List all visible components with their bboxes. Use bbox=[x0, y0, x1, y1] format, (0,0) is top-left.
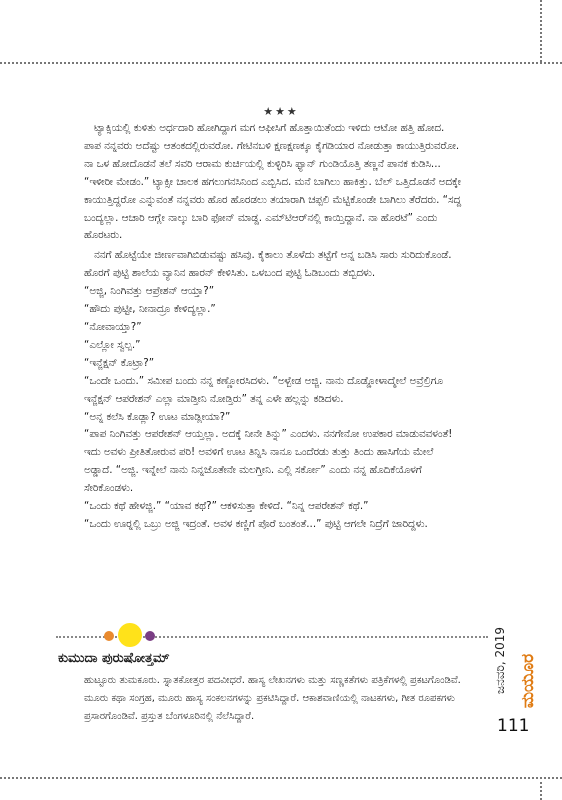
purple-dot-ornament bbox=[145, 631, 155, 641]
story-paragraph: “ಇನ್ಜೆಕ್ಷನ್ ಕೊಟ್ರಾ?” bbox=[84, 356, 155, 369]
magazine-name: ಮಯೂರ bbox=[518, 653, 538, 709]
author-name: ಕುಮುದಾ ಪುರುಷೋತ್ತಮ್ bbox=[58, 651, 170, 666]
story-paragraph: “ಒಂದು ಊರ್‍ನಲ್ಲಿ ಒಬ್ರು ಅಜ್ಜಿ ಇದ್ರಂತೆ. ಅವಳ ಕಣ್ಣಿಗೆ ಪೊರೆ ಬಂತಂತೆ...” ಪುಟ್ಟಿ ಆಗಲೇ ನಿದ್ರೆಗೆ ಜಾರಿದ್ದಳು. bbox=[84, 517, 428, 530]
story-paragraph: ಟ್ಯಾಕ್ಸಿಯಲ್ಲಿ ಕುಳಿತು ಅರ್ಧದಾರಿ ಹೋಗಿದ್ದಾಗ ಮಗ ಆಫೀಸಿಗೆ ಹೊತ್ತಾಯಿತೆಂದು ಇಳಿದು ಆಟೋ ಹತ್ತಿ ಹೋದ. ಪಾಪ ನನ್ನವರು ಅದೆಷ್ಟು ಆತಂಕದಲ್ಲಿರುವರೋ. ಗೇಟಿನಬಳಿ ಕ್ಷಣಕ್ಷಣಕ್ಕೂ ಕೈಗಡಿಯಾರ ನೋಡುತ್ತಾ ಕಾಯುತ್ತಿರುವರೋ. ನಾ ಒಳ ಹೋದೊಡನೆ ತಲೆ ಸವರಿ ಆರಾಮ ಕುರ್ಚಿಯಲ್ಲಿ ಕುಳ್ಳಿರಿಸಿ ಫ್ಯಾನ್ ಗುಂಡಿಯೊತ್ತಿ ತಣ್ಣನೆ ಪಾನಕ ಕುಡಿಸಿ... “ಇಳೀರೀ ಮೇಡಂ.” ಟ್ಯಾಕ್ಸೀ ಚಾಲಕ ಹಗಲುಗನಸಿನಿಂದ ಎಬ್ಬಿಸಿದ. ಮನೆ ಬಾಗಿಲು ಹಾಕಿತ್ತು. ಬೆಲ್ ಒತ್ತಿದೊಡನೆ ಅದಕ್ಕೇ ಕಾಯುತ್ತಿದ್ದರೋ ಎನ್ನುವಂತೆ ನನ್ನವರು ಹೊರ ಹೊರಡಲು ತಯಾರಾಗಿ ಚಪ್ಪಲಿ ಮೆಟ್ಟಿಕೊಂಡೇ ಬಾಗಿಲು ತೆರೆದರು. “ಸದ್ದ ಬಂದ್ಯಲ್ಲಾ. ಆಚಾರಿ ಆಗ್ಲೇ ನಾಲ್ಕು ಬಾರಿ ಫೋನ್ ಮಾಡ್ದ. ಎಮ್‌ಟಿಆರ್‌ನಲ್ಲಿ ಕಾಯ್ತಿದ್ದಾನೆ. ನಾ ಹೊರಟೆ” ಎಂದು ಹೊರಟರು. bbox=[84, 122, 462, 242]
story-paragraph: “ಹೌದು ಪುಟ್ಟೀ, ನೀನಾದ್ರೂ ಕೇಳಿದ್ಯಲ್ಲಾ.” bbox=[84, 303, 216, 316]
top-right-dotted-rule bbox=[540, 0, 542, 62]
story-paragraph: “ಪಾಪ ನಿಂಗಿವತ್ತು ಆಪರೇಶನ್ ಆಯ್ತಲ್ಲಾ. ಅದಕ್ಕೆ ನೀನೇ ತಿನ್ನು” ಎಂದಳು. ನನಗೇನೋ ಉಪಕಾರ ಮಾಡುವವಳಂತೆ! ಇದು ಅವಳು ಪ್ರೀತಿತೋರುವ ಪರಿ! ಅವಳಿಗೆ ಊಟ ತಿನ್ನಿಸಿ ನಾನೂ ಒಂದೆರಡು ತುತ್ತು ತಿಂದು ಹಾಸಿಗೆಯ ಮೇಲೆ ಅಡ್ಡಾದೆ. “ಅಜ್ಜಿ. ಇನ್ನೇಲೆ ನಾನು ನಿನ್ನಜೊತೇನೇ ಮಲಗ್ತೀನಿ. ಎಲ್ಲಿ ಸರ್ಕೋ” ಎಂದು ನನ್ನ ಹೊದಿಕೆಯೊಳಗೆ ಸೇರಿಕೊಂಡಳು. bbox=[84, 428, 453, 495]
bottom-right-dotted-rule bbox=[540, 777, 542, 800]
orange-dot-ornament bbox=[104, 631, 114, 641]
author-bio-text: ಹುಟ್ಟೂರು ತುಮಕೂರು. ಸ್ನಾತಕೋತ್ತರ ಪದವೀಧರೆ. ಹಾಸ್ಯ ಲೇಖನಗಳು ಮತ್ತು ಸಣ್ಣಕತೆಗಳು ಪತ್ರಿಕೆಗಳಲ್ಲಿ ಪ್ರಕಟಗೊಂಡಿವೆ. ಮೂರು ಕಥಾ ಸಂಗ್ರಹ, ಮೂರು ಹಾಸ್ಯ ಸಂಕಲನಗಳನ್ನು ಪ್ರಕಟಿಸಿದ್ದಾರೆ. ಆಕಾಶವಾಣಿಯಲ್ಲಿ ನಾಟಕಗಳು, ಗೀತ ರೂಪಕಗಳು ಪ್ರಸಾರಗೊಂಡಿವೆ. ಪ್ರಸ್ತುತ ಬೆಂಗಳೂರಿನಲ್ಲಿ ನೆಲೆಸಿದ್ದಾರೆ. bbox=[84, 675, 461, 722]
yellow-dot-ornament bbox=[118, 623, 142, 647]
story-paragraph: “ಅನ್ನ ಕಲೆಸಿ ಕೊಡ್ಲಾ? ಊಟ ಮಾಡ್ಲೀಯಾ?” bbox=[84, 410, 231, 423]
issue-date: ಜನವರಿ, 2019 bbox=[493, 627, 507, 694]
top-dotted-rule bbox=[0, 62, 562, 64]
story-paragraph: “ಒಂದು ಕಥೆ ಹೇಳಜ್ಜಿ.” “ಯಾವ ಕಥೆ?” ಆಕಳಿಸುತ್ತಾ ಕೇಳಿದೆ. “ನಿನ್ನ ಆಪರೇಶನ್ ಕಥೆ.” bbox=[84, 500, 369, 513]
story-paragraph: “ನೋವಾಯ್ತಾ?” bbox=[84, 320, 142, 333]
author-bio bbox=[84, 672, 484, 726]
story-paragraph: ನನಗೆ ಹೊಟ್ಟೆಯೇ ಜೀರ್ಣವಾಗಿಬಿಡುವಷ್ಟು ಹಸಿವು. ಕೈಕಾಲು ತೊಳೆದು ತಟ್ಟೆಗೆ ಅನ್ನ ಬಡಿಸಿ ಸಾರು ಸುರಿದುಕೊಂಡೆ. ಹೊರಗೆ ಪುಟ್ಟಿ ಶಾಲೆಯ ವ್ಯಾನಿನ ಹಾರನ್ ಕೇಳಿಸಿತು. ಒಳಬಂದ ಪುಟ್ಟಿ ಓಡಿಬಂದು ತಬ್ಬಿದಳು. bbox=[84, 249, 452, 280]
page-number: 111 bbox=[497, 716, 530, 736]
story-body bbox=[84, 120, 464, 534]
story-paragraph: “ಎಲ್ಲೋ ಸ್ವಲ್ಪ.” bbox=[84, 338, 141, 351]
magazine-logo bbox=[504, 653, 552, 709]
story-paragraph: “ಅಜ್ಜಿ, ನಿಂಗಿವತ್ತು ಆಪ್ರೇಶನ್ ಆಯ್ತಾ?” bbox=[84, 285, 215, 298]
section-separator: ★★★ bbox=[263, 105, 299, 118]
story-paragraph: “ಒಂದೇ ಒಂದು.” ಸಮೀಪ ಬಂದು ನನ್ನ ಕಣ್ಣೋರಸಿದಳು. “ಅಳ್ಬೇಡ ಅಜ್ಜಿ. ನಾನು ದೊಡ್ಡೋಳಾದ್ಮೇಲೆ ಅವ್ರೆಲ್ರಿಗೂ ಇನ್ಜೆಕ್ಷನ್ ಆಪರೇಶನ್ ಎಲ್ಲಾ ಮಾಡ್ತೀನಿ ನೋಡ್ತಿರು” ತನ್ನ ಎಳೇ ಹಲ್ಲನ್ನು ಕಡಿದಳು. bbox=[84, 374, 443, 405]
bottom-dotted-rule bbox=[0, 777, 562, 779]
